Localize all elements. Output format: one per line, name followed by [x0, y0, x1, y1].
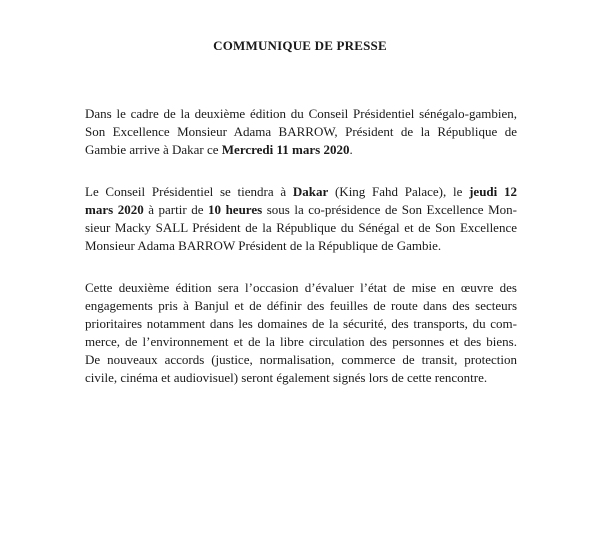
paragraph-line: Monsieur Adama BARROW Président de la République de Gambie.	[85, 238, 442, 253]
text-segment: Le Conseil Présidentiel se tiendra à	[85, 184, 293, 199]
paragraph-line: Son Excellence Monsieur Adama BARROW, Président de la République de	[85, 124, 517, 139]
text-segment: sous la co-présidence de Son Excellence Mon-	[262, 202, 517, 217]
paragraph-line	[85, 183, 517, 201]
paragraph-visit-announcement	[85, 105, 517, 159]
council-date-part1: jeudi 12	[469, 184, 517, 199]
paragraph-line: Dans le cadre de la deuxième édition du Conseil Présidentiel sénégalo-gambien,	[85, 106, 517, 121]
venue-city: Dakar	[292, 184, 329, 199]
council-date-part2: mars 2020	[85, 202, 144, 217]
text-segment: à partir de	[143, 202, 209, 217]
paragraph-objectives	[85, 279, 517, 387]
text-segment: .	[349, 142, 353, 157]
text-segment: Gambie arrive à Dakar ce	[85, 142, 222, 157]
text-segment: (King Fahd Palace), le	[328, 184, 470, 199]
council-time: 10 heures	[208, 202, 263, 217]
paragraph-line: civile, cinéma et audiovisuel) seront également signés lors de cette rencontre.	[85, 370, 488, 385]
arrival-date: Mercredi 11 mars 2020	[221, 142, 350, 157]
paragraph-line: merce, de l’environnement et de la libre circulation des personnes et des biens.	[85, 334, 517, 349]
paragraph-line: prioritaires notamment dans les domaines de la sécurité, des transports, du com-	[85, 316, 517, 331]
paragraph-line: sieur Macky SALL Président de la République du Sénégal et de Son Excellence	[85, 220, 517, 235]
document-title: COMMUNIQUE DE PRESSE	[213, 38, 387, 53]
paragraph-line	[85, 141, 517, 159]
paragraph-line: engagements pris à Banjul et de définir des feuilles de route dans des secteurs	[85, 298, 517, 313]
paragraph-line: Cette deuxième édition sera l’occasion d’évaluer l’état de mise en œuvre des	[85, 280, 517, 295]
paragraph-line: De nouveaux accords (justice, normalisation, commerce de transit, protection	[85, 352, 517, 367]
paragraph-council-details	[85, 183, 517, 255]
paragraph-line	[85, 201, 517, 219]
